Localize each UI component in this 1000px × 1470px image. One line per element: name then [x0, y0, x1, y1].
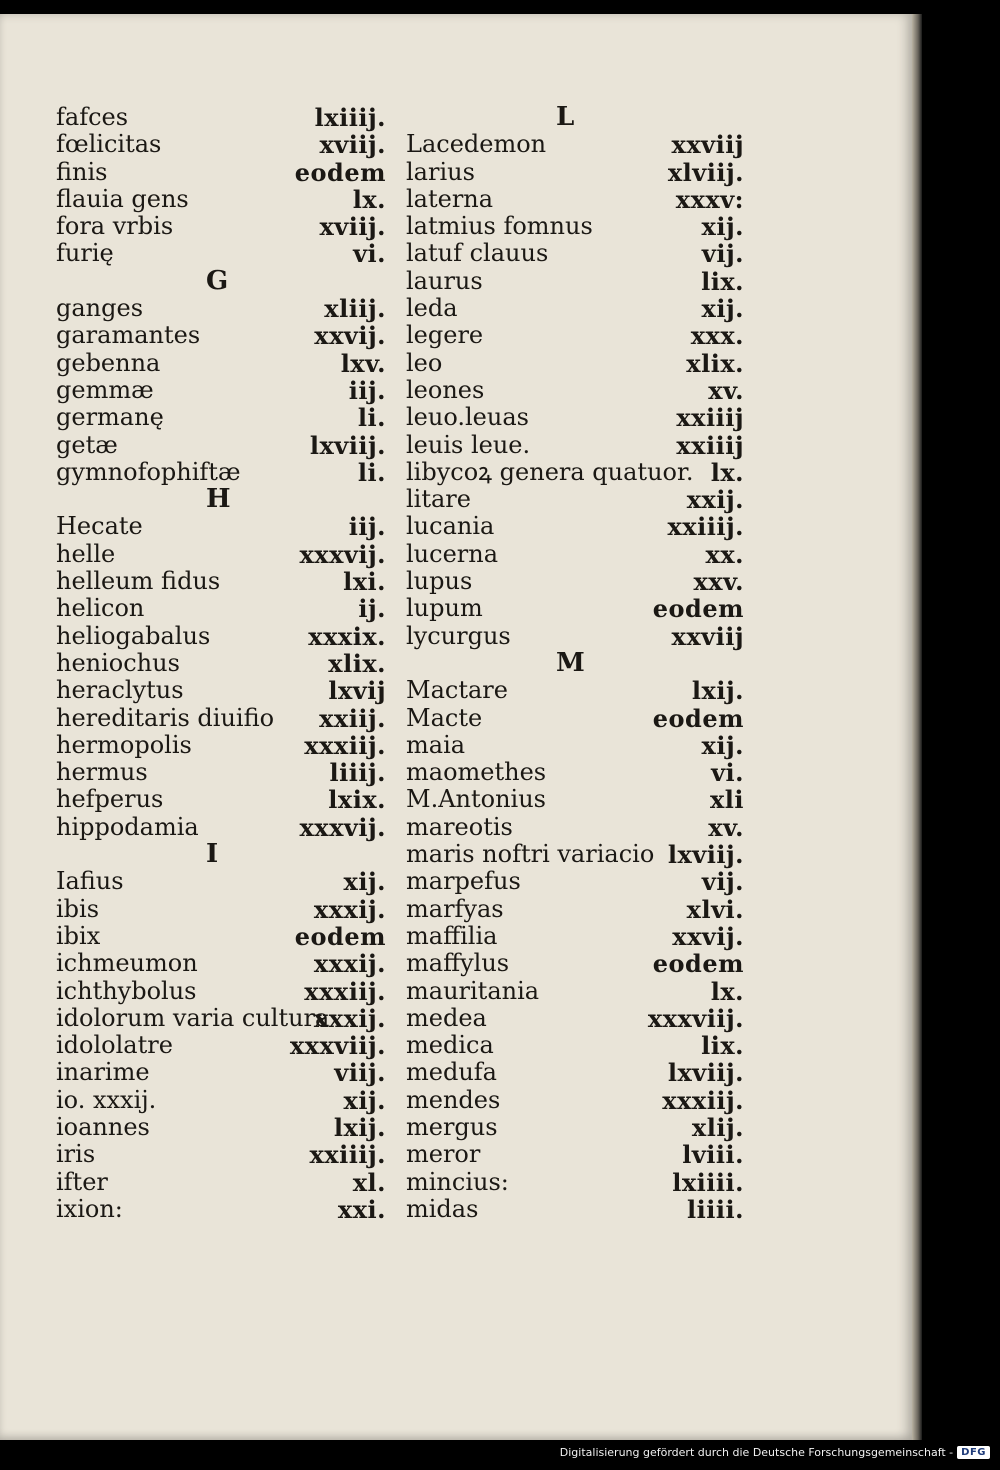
index-term: ixion:: [56, 1194, 123, 1223]
index-term: maffilia: [406, 921, 498, 950]
index-entry: [56, 104, 386, 131]
page-reference: xij.: [343, 867, 386, 897]
page-reference: xxxiij.: [304, 730, 386, 760]
page-reference: xxiiij.: [309, 1140, 386, 1170]
index-entry: [406, 268, 744, 295]
index-term: leda: [406, 294, 458, 323]
page-reference: xlij.: [691, 1112, 744, 1142]
section-heading: [56, 841, 386, 868]
page-reference: xij.: [343, 1085, 386, 1115]
page-reference: xij.: [701, 730, 744, 760]
page-reference: xlix.: [328, 648, 386, 678]
page-reference: lxiiii.: [672, 1167, 744, 1197]
page-reference: lxiiij.: [314, 103, 386, 132]
index-entry: [406, 732, 744, 759]
page-reference: xxviij: [671, 130, 744, 160]
index-entry: [406, 759, 744, 786]
index-entry: [56, 1005, 386, 1032]
index-term: leo: [406, 348, 443, 377]
index-entry: [406, 213, 744, 240]
dfg-logo: DFG: [957, 1446, 990, 1459]
page-reference: liiij.: [329, 758, 386, 788]
index-entry: [406, 131, 744, 158]
index-term: helle: [56, 539, 116, 568]
index-entry: [406, 377, 744, 404]
index-entry: [56, 159, 386, 186]
index-entry: [406, 459, 744, 486]
section-letter: I: [206, 839, 219, 870]
index-term: heraclytus: [56, 676, 184, 705]
index-entry: [56, 1087, 386, 1114]
page-reference: xxij.: [686, 485, 744, 515]
index-entry: [406, 1059, 744, 1086]
index-term: gymnofophiftæ: [56, 457, 241, 486]
index-entry: [56, 868, 386, 895]
section-letter: M: [556, 647, 585, 678]
index-entry: [406, 1196, 744, 1223]
page-reference: xlvi.: [686, 894, 744, 924]
page-reference: lxviij.: [667, 1058, 744, 1088]
index-column-left: [56, 104, 386, 1223]
page-reference: xxxix.: [308, 621, 386, 651]
page-reference: xxv.: [693, 567, 744, 597]
index-term: mergus: [406, 1112, 498, 1141]
index-term: laurus: [406, 266, 483, 295]
page-reference: xxiiij: [676, 403, 744, 433]
section-letter: L: [556, 102, 575, 132]
page-reference: lxi.: [343, 567, 386, 597]
index-entry: [56, 705, 386, 732]
index-term: heliogabalus: [56, 621, 211, 650]
index-term: idololatre: [56, 1031, 173, 1060]
index-term: gebenna: [56, 348, 161, 377]
index-term: gemmæ: [56, 375, 154, 404]
index-entry: [406, 1032, 744, 1059]
index-term: garamantes: [56, 321, 201, 350]
page-reference: lxvij: [328, 676, 386, 706]
index-term: leuo.leuas: [406, 403, 529, 432]
index-term: marpefus: [406, 867, 521, 896]
index-term: maris noftri variacio: [406, 840, 655, 869]
page-reference: iij.: [348, 512, 386, 542]
index-entry: [406, 868, 744, 895]
index-entry: [56, 1059, 386, 1086]
index-term: iris: [56, 1140, 96, 1169]
index-entry: [406, 1141, 744, 1168]
index-entry: [56, 295, 386, 322]
page-reference: vij.: [701, 239, 744, 269]
page-reference: xij.: [701, 212, 744, 242]
page-reference: lx.: [710, 976, 744, 1006]
page-reference: iij.: [348, 375, 386, 405]
index-term: lucerna: [406, 539, 499, 568]
index-entry: [56, 623, 386, 650]
index-term: medea: [406, 1003, 487, 1032]
index-entry: [406, 432, 744, 459]
index-entry: [56, 1141, 386, 1168]
index-term: hippodamia: [56, 812, 199, 841]
index-term: medufa: [406, 1058, 497, 1087]
index-term: fora vrbis: [56, 212, 174, 241]
page-reference: xxiiij.: [667, 512, 744, 542]
page-reference: lxij.: [691, 676, 744, 706]
index-term: latuf clauus: [406, 239, 549, 268]
index-entry: [56, 814, 386, 841]
section-heading: [56, 486, 386, 513]
index-term: litare: [406, 485, 471, 514]
index-term: midas: [406, 1194, 479, 1223]
page-reference: eodem: [652, 703, 744, 733]
page-reference: xxxij.: [313, 894, 386, 924]
section-heading: [56, 265, 386, 296]
index-term: latmius fomnus: [406, 212, 593, 241]
page-reference: xxxv:: [675, 184, 744, 214]
index-term: io. xxxij.: [56, 1085, 157, 1114]
index-entry: [56, 322, 386, 349]
page-reference: xlix.: [686, 348, 744, 378]
page-reference: xxx.: [690, 321, 744, 351]
index-entry: [56, 950, 386, 977]
index-term: Hecate: [56, 512, 143, 541]
index-term: fœlicitas: [56, 130, 162, 159]
page-reference: lviii.: [682, 1140, 744, 1170]
page-reference: lxv.: [340, 348, 386, 378]
page-reference: eodem: [294, 921, 386, 951]
index-entry: [406, 568, 744, 595]
index-entry: [56, 404, 386, 431]
index-term: lucania: [406, 512, 495, 541]
index-entry: [56, 377, 386, 404]
page-reference: xx.: [705, 539, 744, 569]
page-reference: xl.: [352, 1167, 386, 1197]
page-reference: xxxij.: [313, 949, 386, 979]
index-entry: [406, 513, 744, 540]
section-letter: H: [206, 484, 231, 515]
index-term: Macte: [406, 703, 483, 732]
page-reference: liiii.: [687, 1194, 744, 1224]
index-term: medica: [406, 1031, 494, 1060]
page-reference: eodem: [652, 949, 744, 979]
section-heading: [406, 647, 744, 678]
page-reference: xxxiij.: [662, 1085, 744, 1115]
index-term: hermus: [56, 758, 148, 787]
index-term: ganges: [56, 294, 144, 323]
index-term: Lacedemon: [406, 130, 547, 159]
page-reference: xij.: [701, 294, 744, 324]
index-entry: [56, 759, 386, 786]
index-entry: [406, 978, 744, 1005]
index-term: lupus: [406, 567, 473, 596]
page-reference: li.: [357, 457, 386, 487]
index-entry: [56, 923, 386, 950]
index-entry: [56, 677, 386, 704]
index-entry: [56, 541, 386, 568]
page-reference: xv.: [708, 375, 744, 405]
index-entry: [406, 295, 744, 322]
page-reference: xxxvij.: [299, 539, 386, 569]
page-reference: xxxviij.: [647, 1003, 744, 1033]
index-entry: [56, 786, 386, 813]
page-reference: xxxviij.: [289, 1031, 386, 1061]
index-entry: [56, 1032, 386, 1059]
index-term: furię: [56, 239, 114, 268]
index-entry: [56, 350, 386, 377]
index-entry: [406, 486, 744, 513]
page-reference: xxiij.: [319, 703, 386, 733]
index-term: Mactare: [406, 676, 508, 705]
page-reference: xxxij.: [313, 1003, 386, 1033]
page-reference: xviij.: [319, 130, 386, 160]
index-entry: [406, 240, 744, 267]
index-entry: [56, 595, 386, 622]
page-reference: lxviij.: [667, 840, 744, 870]
index-term: Iafius: [56, 867, 124, 896]
page-reference: lix.: [701, 266, 744, 296]
page-reference: lxij.: [333, 1112, 386, 1142]
index-entry: [56, 213, 386, 240]
index-term: leones: [406, 375, 485, 404]
index-entry: [56, 186, 386, 213]
index-term: lupum: [406, 594, 483, 623]
index-term: ibis: [56, 894, 100, 923]
index-entry: [406, 1169, 744, 1196]
page-reference: xxvij.: [314, 321, 386, 351]
index-term: mincius:: [406, 1167, 509, 1196]
index-term: inarime: [56, 1058, 150, 1087]
index-entry: [406, 623, 744, 650]
index-entry: [406, 950, 744, 977]
index-entry: [406, 786, 744, 813]
index-entry: [406, 896, 744, 923]
index-term: mauritania: [406, 976, 540, 1005]
index-entry: [406, 705, 744, 732]
index-entry: [56, 1196, 386, 1223]
index-entry: [56, 1169, 386, 1196]
page-reference: li.: [357, 403, 386, 433]
index-entry: [56, 896, 386, 923]
index-entry: [406, 1005, 744, 1032]
page-reference: xlviij.: [667, 157, 744, 187]
page-reference: eodem: [294, 157, 386, 187]
page-reference: xliij.: [324, 294, 386, 324]
index-entry: [406, 1114, 744, 1141]
index-entry: [406, 841, 744, 868]
index-term: maffylus: [406, 949, 510, 978]
index-entry: [406, 923, 744, 950]
index-entry: [56, 240, 386, 267]
index-term: idolorum varia cultura: [56, 1003, 330, 1032]
index-term: hereditaris diuifio: [56, 703, 275, 732]
index-term: larius: [406, 157, 475, 186]
index-term: hermopolis: [56, 730, 192, 759]
index-term: hefperus: [56, 785, 164, 814]
index-term: legere: [406, 321, 484, 350]
index-term: germanę: [56, 403, 164, 432]
index-entry: [406, 541, 744, 568]
page-reference: xli: [709, 785, 744, 815]
page-reference: vij.: [701, 867, 744, 897]
page-reference: xviij.: [319, 212, 386, 242]
index-entry: [56, 131, 386, 158]
page-reference: xxxiij.: [304, 976, 386, 1006]
index-term: ichthybolus: [56, 976, 197, 1005]
index-entry: [406, 186, 744, 213]
page-reference: xxi.: [337, 1194, 386, 1224]
index-term: getæ: [56, 430, 118, 459]
page-reference: lxix.: [328, 785, 386, 815]
page-reference: xxvij.: [672, 921, 744, 951]
index-term: heniochus: [56, 648, 180, 677]
section-letter: G: [206, 265, 229, 296]
page-edge: [912, 14, 922, 1440]
page-reference: vi.: [711, 758, 744, 788]
index-entry: [406, 1087, 744, 1114]
index-entry: [406, 677, 744, 704]
section-heading: [406, 104, 744, 131]
index-term: leuis leue.: [406, 430, 531, 459]
index-column-right: [406, 104, 744, 1223]
page-reference: ij.: [358, 594, 386, 624]
index-term: helicon: [56, 594, 145, 623]
index-term: mareotis: [406, 812, 513, 841]
index-term: laterna: [406, 184, 494, 213]
index-term: lycurgus: [406, 621, 511, 650]
page-reference: lix.: [701, 1031, 744, 1061]
index-entry: [56, 432, 386, 459]
index-entry: [406, 404, 744, 431]
index-entry: [56, 1114, 386, 1141]
index-term: marfyas: [406, 894, 504, 923]
index-term: ioannes: [56, 1112, 150, 1141]
index-entry: [56, 513, 386, 540]
page-reference: xxiiij: [676, 430, 744, 460]
page-reference: lx.: [352, 184, 386, 214]
index-term: ifter: [56, 1167, 108, 1196]
index-term: M.Antonius: [406, 785, 546, 814]
index-entry: [406, 322, 744, 349]
page-reference: xxviij: [671, 621, 744, 651]
page-reference: xv.: [708, 812, 744, 842]
index-term: maomethes: [406, 758, 547, 787]
index-term: ichmeumon: [56, 949, 198, 978]
index-entry: [406, 350, 744, 377]
page-reference: eodem: [652, 594, 744, 624]
index-term: fafces: [56, 103, 129, 131]
index-term: meror: [406, 1140, 481, 1169]
footer-credit: Digitalisierung gefördert durch die Deutsche Forschungsgemeinschaft -: [559, 1445, 954, 1459]
index-entry: [56, 732, 386, 759]
page-reference: viij.: [334, 1058, 386, 1088]
index-term: finis: [56, 157, 108, 186]
index-term: libycoꝝ genera quatuor.: [406, 457, 694, 486]
index-entry: [56, 978, 386, 1005]
index-entry: [56, 650, 386, 677]
page-reference: lxviij.: [309, 430, 386, 460]
page-reference: lx.: [710, 457, 744, 487]
footer: [560, 1442, 990, 1462]
index-entry: [406, 595, 744, 622]
index-term: flauia gens: [56, 184, 189, 213]
index-entry: [406, 159, 744, 186]
index-term: mendes: [406, 1085, 501, 1114]
index-entry: [56, 459, 386, 486]
index-entry: [56, 568, 386, 595]
index-entry: [406, 814, 744, 841]
page-reference: xxxvij.: [299, 812, 386, 842]
page-reference: vi.: [353, 239, 386, 269]
index-term: helleum fidus: [56, 567, 221, 596]
index-term: ibix: [56, 921, 101, 950]
index-term: maia: [406, 730, 466, 759]
